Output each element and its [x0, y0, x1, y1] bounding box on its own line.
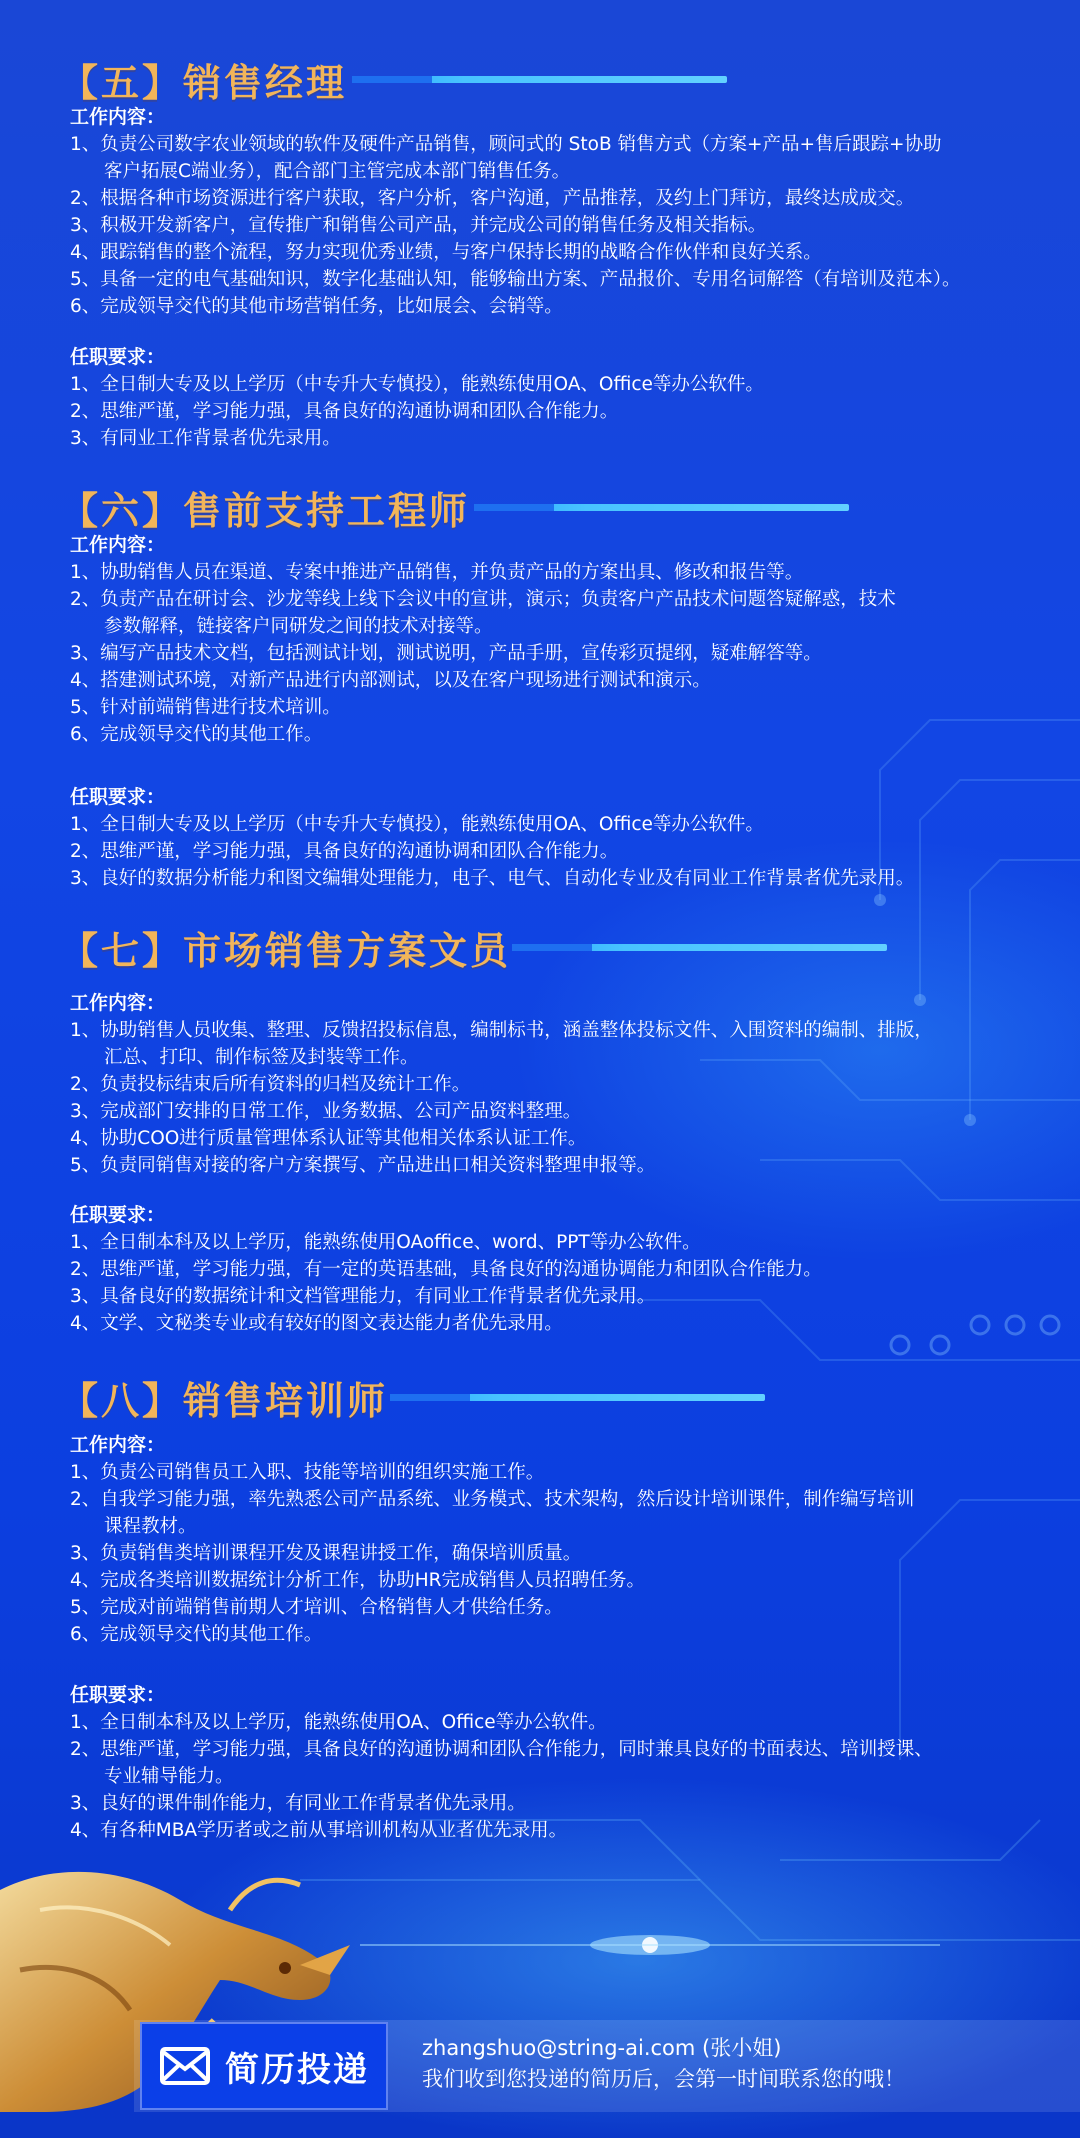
requirements-block — [70, 1682, 1060, 1844]
section-title: 【八】销售培训师 — [60, 1378, 389, 1423]
work-item: 4、跟踪销售的整个流程，努力实现优秀业绩，与客户保持长期的战略合作伙伴和良好关系。 — [70, 242, 822, 263]
job-content-block — [70, 990, 1060, 1179]
requirement-item: 2、思维严谨，学习能力强，有一定的英语基础，具备良好的沟通协调能力和团队合作能力。 — [70, 1259, 822, 1280]
section-title: 【七】市场销售方案文员 — [60, 928, 512, 973]
requirements-block — [70, 784, 1060, 892]
work-label: 工作内容： — [70, 1434, 166, 1456]
work-item: 1、负责公司数字农业领域的软件及硬件产品销售，顾问式的 StoB 销售方式（方案+产品+售后跟踪+协助 — [70, 134, 942, 155]
work-item: 2、根据各种市场资源进行客户获取，客户分析，客户沟通，产品推荐，及约上门拜访，最终达成成交。 — [70, 188, 915, 209]
title-underline — [474, 504, 849, 511]
envelope-icon — [159, 2046, 211, 2086]
resume-submit-button[interactable] — [140, 2022, 388, 2110]
requirement-item: 2、思维严谨，学习能力强，具备良好的沟通协调和团队合作能力。 — [70, 841, 619, 862]
requirements-label: 任职要求： — [70, 786, 166, 808]
requirement-item: 1、全日制本科及以上学历，能熟练使用OAoffice、word、PPT等办公软件。 — [70, 1232, 701, 1253]
work-item: 2、负责产品在研讨会、沙龙等线上线下会议中的宣讲，演示；负责客户产品技术问题答疑解惑，技术 — [70, 589, 896, 610]
work-item: 1、协助销售人员在渠道、专案中推进产品销售，并负责产品的方案出具、修改和报告等。 — [70, 562, 804, 583]
requirements-block — [70, 1202, 1060, 1337]
job-content-block — [70, 1432, 1060, 1648]
work-item: 4、完成各类培训数据统计分析工作，协助HR完成销售人员招聘任务。 — [70, 1570, 646, 1591]
work-item: 2、自我学习能力强，率先熟悉公司产品系统、业务模式、技术架构，然后设计培训课件，制作编写培训 — [70, 1489, 915, 1510]
contact-email[interactable]: zhangshuo@string-ai.com (张小姐) — [422, 2036, 782, 2060]
contact-note: 我们收到您投递的简历后，会第一时间联系您的哦！ — [422, 2067, 905, 2091]
work-item: 参数解释，链接客户同研发之间的技术对接等。 — [104, 616, 493, 637]
title-underline — [512, 944, 887, 951]
work-item: 5、具备一定的电气基础知识，数字化基础认知，能够输出方案、产品报价、专用名词解答（有培训及范本）。 — [70, 269, 961, 290]
work-item: 课程教材。 — [104, 1516, 197, 1537]
work-item: 3、积极开发新客户，宣传推广和销售公司产品，并完成公司的销售任务及相关指标。 — [70, 215, 767, 236]
work-item: 1、协助销售人员收集、整理、反馈招投标信息，编制标书，涵盖整体投标文件、入围资料的编制、排版， — [70, 1020, 933, 1041]
work-item: 3、编写产品技术文档，包括测试计划，测试说明，产品手册，宣传彩页提纲，疑难解答等。 — [70, 643, 822, 664]
title-underline — [390, 1394, 765, 1401]
requirement-item: 4、有各种MBA学历者或之前从事培训机构从业者优先录用。 — [70, 1820, 568, 1841]
requirements-label: 任职要求： — [70, 1684, 166, 1706]
requirement-item: 3、良好的数据分析能力和图文编辑处理能力，电子、电气、自动化专业及有同业工作背景者优先录用。 — [70, 868, 915, 889]
work-item: 4、搭建测试环境，对新产品进行内部测试，以及在客户现场进行测试和演示。 — [70, 670, 711, 691]
title-underline — [352, 76, 727, 83]
work-item: 客户拓展C端业务），配合部门主管完成本部门销售任务。 — [104, 161, 571, 182]
section-title: 【五】销售经理 — [60, 60, 348, 105]
work-item: 6、完成领导交代的其他工作。 — [70, 724, 323, 745]
work-item: 5、负责同销售对接的客户方案撰写、产品进出口相关资料整理申报等。 — [70, 1155, 656, 1176]
section-title: 【六】售前支持工程师 — [60, 488, 471, 533]
requirement-item: 4、文学、文秘类专业或有较好的图文表达能力者优先录用。 — [70, 1313, 563, 1334]
job-content-block — [70, 104, 1060, 320]
work-item: 3、完成部门安排的日常工作，业务数据、公司产品资料整理。 — [70, 1101, 582, 1122]
requirements-label: 任职要求： — [70, 1204, 166, 1226]
work-item: 1、负责公司销售员工入职、技能等培训的组织实施工作。 — [70, 1462, 545, 1483]
requirements-block — [70, 344, 1060, 452]
job-content-block — [70, 532, 1060, 748]
work-item: 6、完成领导交代的其他市场营销任务，比如展会、会销等。 — [70, 296, 563, 317]
requirements-label: 任职要求： — [70, 346, 166, 368]
work-item: 汇总、打印、制作标签及封装等工作。 — [104, 1047, 419, 1068]
work-label: 工作内容： — [70, 534, 166, 556]
work-label: 工作内容： — [70, 106, 166, 128]
requirement-item: 2、思维严谨，学习能力强，具备良好的沟通协调和团队合作能力，同时兼具良好的书面表达、培训授课、 — [70, 1739, 933, 1760]
contact-info — [422, 2033, 905, 2095]
requirement-item: 1、全日制大专及以上学历（中专升大专慎投），能熟练使用OA、Office等办公软件。 — [70, 374, 764, 395]
work-item: 4、协助COO进行质量管理体系认证等其他相关体系认证工作。 — [70, 1128, 587, 1149]
section-header — [60, 912, 511, 982]
work-item: 5、针对前端销售进行技术培训。 — [70, 697, 341, 718]
resume-submit-label: 简历投递 — [225, 2049, 369, 2090]
requirement-item: 3、良好的课件制作能力，有同业工作背景者优先录用。 — [70, 1793, 526, 1814]
requirement-item: 2、思维严谨，学习能力强，具备良好的沟通协调和团队合作能力。 — [70, 401, 619, 422]
work-item: 6、完成领导交代的其他工作。 — [70, 1624, 323, 1645]
requirement-item: 专业辅导能力。 — [104, 1766, 234, 1787]
requirement-item: 1、全日制大专及以上学历（中专升大专慎投），能熟练使用OA、Office等办公软件。 — [70, 814, 764, 835]
requirement-item: 1、全日制本科及以上学历，能熟练使用OA、Office等办公软件。 — [70, 1712, 607, 1733]
requirement-item: 3、有同业工作背景者优先录用。 — [70, 428, 341, 449]
work-item: 5、完成对前端销售前期人才培训、合格销售人才供给任务。 — [70, 1597, 563, 1618]
work-label: 工作内容： — [70, 992, 166, 1014]
requirement-item: 3、具备良好的数据统计和文档管理能力，有同业工作背景者优先录用。 — [70, 1286, 656, 1307]
work-item: 3、负责销售类培训课程开发及课程讲授工作，确保培训质量。 — [70, 1543, 582, 1564]
section-header — [60, 1362, 388, 1432]
work-item: 2、负责投标结束后所有资料的归档及统计工作。 — [70, 1074, 471, 1095]
